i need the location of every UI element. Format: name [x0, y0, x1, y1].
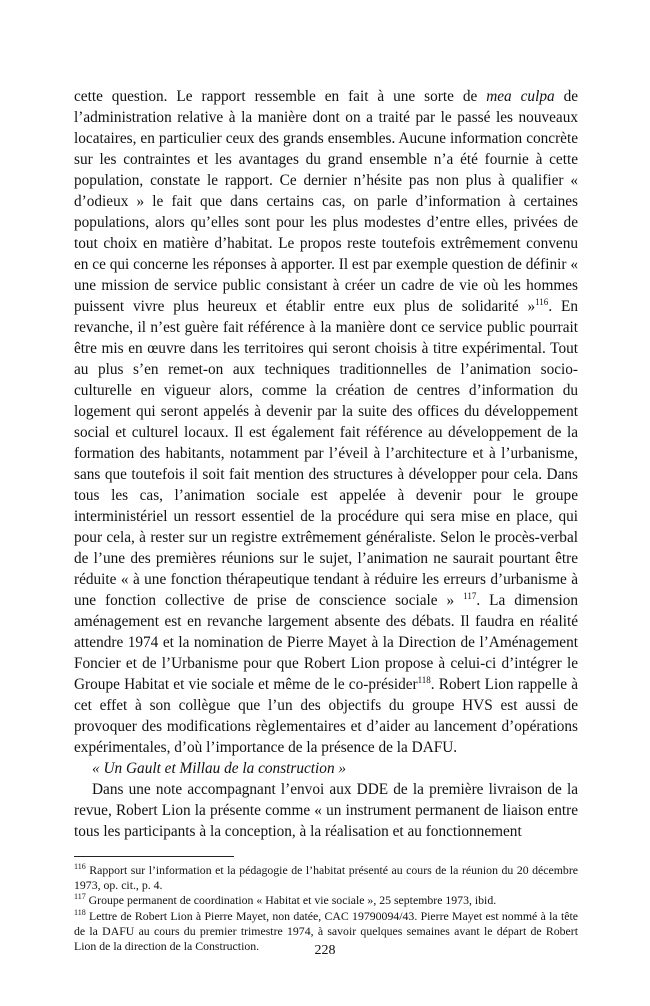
- section-heading-text: « Un Gault et Millau de la construction »: [92, 760, 347, 777]
- footnote-number: 118: [74, 907, 86, 917]
- footnote-ref[interactable]: 118: [417, 674, 431, 685]
- footnote-text: Rapport sur l’information et la pédagogie de l’habitat présenté au cours de la réunion du 20 décembre 1973, op. cit., p. 4.: [74, 863, 578, 893]
- section-heading: [74, 758, 578, 779]
- footnote-text: Lettre de Robert Lion à Pierre Mayet, non datée, CAC 19790094/43. Pierre Mayet est nommé à la tête de la DAFU au cours du premier trimestre 1974, à savoir quelques semaines avant le départ de Robert Lion de la direction de la Construction.: [74, 908, 578, 954]
- footnote: [74, 863, 578, 893]
- page-number: 228: [314, 943, 336, 958]
- italic-term: mea culpa: [486, 88, 555, 105]
- footnote-ref[interactable]: 117: [463, 590, 477, 601]
- footnote-divider: [74, 856, 234, 857]
- footnote-ref[interactable]: 116: [535, 296, 549, 307]
- footnote-text: Groupe permanent de coordination « Habitat et vie sociale », 25 septembre 1973, ibid.: [85, 893, 497, 908]
- text-run: cette question. Le rapport ressemble en fait à une sorte de: [74, 88, 487, 105]
- text-run: . La dimension aménagement est en revanche largement absente des débats. Il faudra en réalité attendre 1974 et la nomination de Pierre Mayet à la Direction de l’Aménagement Foncier et de l’Urbanisme pour que Robert Lion propose à celui-ci d’intégrer le Groupe Habitat et vie sociale et même de le co-présider: [74, 592, 578, 693]
- footnote-number: 117: [74, 892, 86, 902]
- footnotes: [74, 863, 578, 954]
- body-text: [74, 86, 578, 842]
- text-run: de l’administration relative à la manière dont on a traité par le passé les nouveaux locataires, en particulier ceux des grands ensembles. Aucune information concrète sur les contraintes et les avantages du grand ensemble n’a été fournie à cette population, constate le rapport. Ce dernier n’hésite pas non plus à qualifier « d’odieux » le fait que dans certains cas, on parle d’information à certaines populations, alors qu’elles sont pour les plus modestes d’entre elles, privées de tout choix en matière d’habitat. Le propos reste toutefois extrêmement convenu en ce qui concerne les réponses à apporter. Il est par exemple question de définir « une mission de service public consistant à créer un cadre de vie où les hommes puissent vivre plus heureux et établir entre eux plus de solidarité »: [74, 88, 579, 315]
- page: [74, 86, 578, 954]
- paragraph: Dans une note accompagnant l’envoi aux DDE de la première livraison de la revue, Robert Lion la présente comme « un instrument permanent de liaison entre tous les participants à la conception, à la réalisation et au fonctionnement: [74, 781, 578, 840]
- text-run: . Robert Lion rappelle à cet effet à son collègue que l’un des objectifs du groupe HVS est aussi de provoquer des modifications règlementaires et d’aider au lancement d’opérations expérimentales, d’où l’importance de la présence de la DAFU.: [74, 676, 578, 756]
- footnote: [74, 893, 578, 908]
- paragraph: [74, 86, 578, 758]
- text-run: . En revanche, il n’est guère fait référence à la manière dont ce service public pourrait être mis en œuvre dans les territoires qui seront choisis à titre expérimental. Tout au plus s’en remet-on aux techniques traditionnelles de l’animation socio-culturelle en vigueur alors, comme la création de centres d’information du logement qui seront appelés à devenir par la suite des offices du développement social et culturel locaux. Il est également fait référence au développement de la formation des habitants, notamment par l’éveil à l’architecture et à l’urbanisme, sans que toutefois il soit fait mention des structures à développer pour cela. Dans tous les cas, l’animation sociale est appelée à devenir pour le groupe interministériel un ressort essentiel de la procédure qui sera mise en place, qui pour cela, à rester sur un registre extrêmement généraliste. Selon le procès-verbal de l’une des premières réunions sur le sujet, l’animation ne saurait pourtant être réduite « à une fonction thérapeutique tendant à réduire les erreurs d’urbanisme à une fonction collective de prise de conscience sociale »: [74, 298, 578, 609]
- footnote-number: 116: [74, 862, 86, 872]
